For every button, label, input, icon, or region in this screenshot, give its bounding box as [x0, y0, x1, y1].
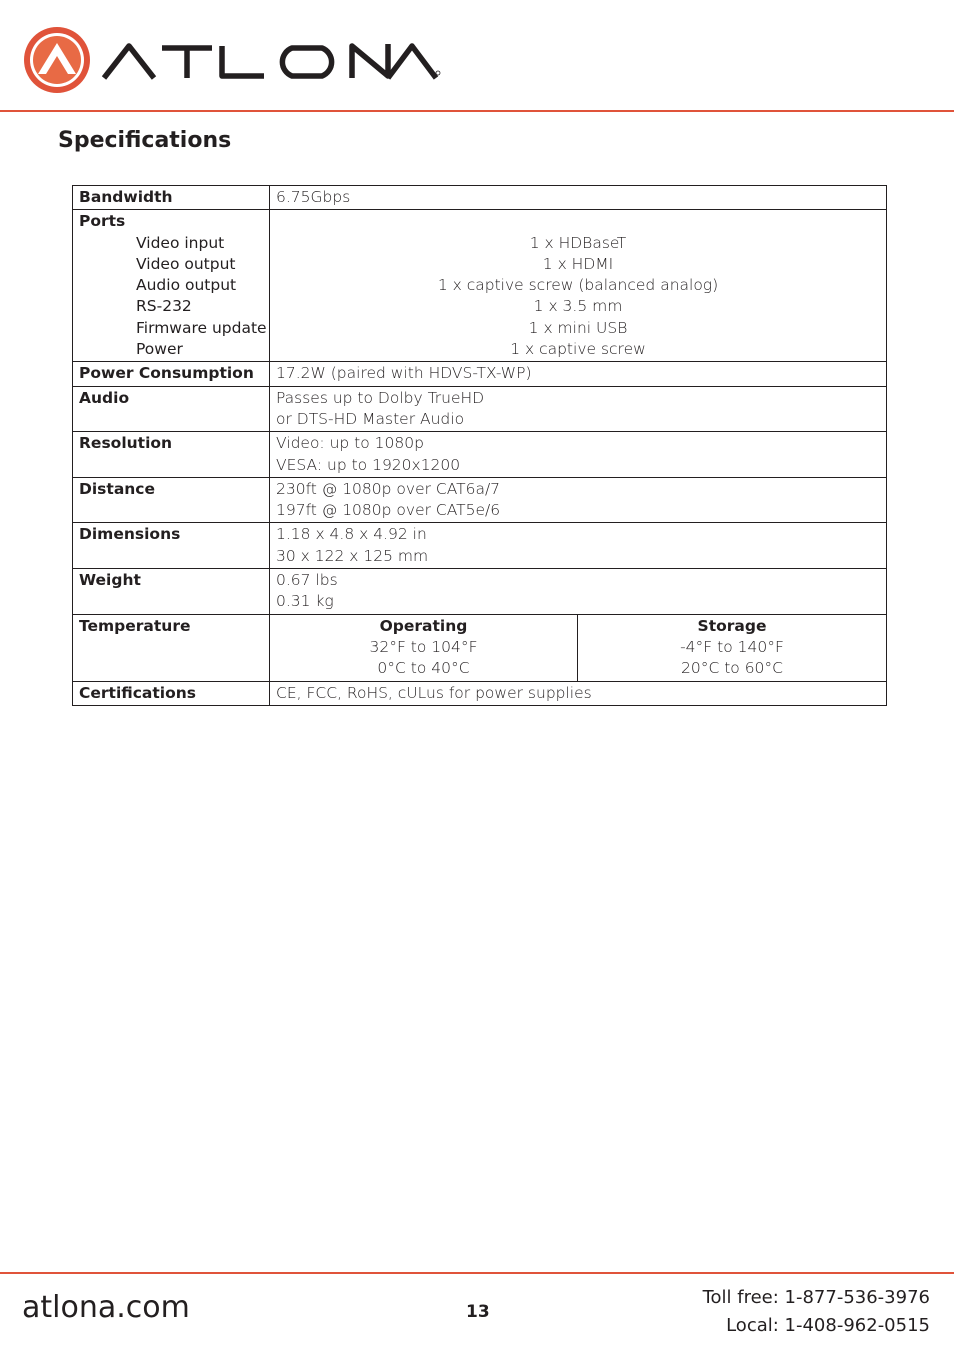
spec-row-temperature	[73, 614, 887, 681]
spec-value-line: 0°C to 40°C	[377, 659, 470, 678]
spec-row-power-consumption	[73, 362, 887, 386]
spec-value-line: 1.18 x 4.8 x 4.92 in	[276, 525, 427, 544]
spec-value-line: 0.67 lbs	[276, 571, 338, 590]
spec-value: 17.2W (paired with HDVS-TX-WP)	[270, 362, 887, 386]
atlona-logo	[22, 24, 442, 96]
spec-value-line: Video: up to 1080p	[276, 434, 424, 453]
spec-value-line: 20°C to 60°C	[680, 659, 783, 678]
port-name: Video output	[136, 254, 236, 273]
operating-heading: Operating	[379, 616, 468, 635]
spec-value	[270, 569, 887, 615]
temperature-operating	[270, 614, 578, 681]
port-value: 1 x captive screw (balanced analog)	[437, 276, 719, 295]
spec-row-weight	[73, 569, 887, 615]
footer-site: atlona.com	[22, 1290, 190, 1325]
spec-label: Weight	[73, 569, 270, 615]
spec-label-ports	[73, 210, 270, 362]
spec-value	[270, 432, 887, 478]
spec-label: Ports	[79, 212, 126, 231]
ports-list	[79, 233, 267, 361]
spec-row-certifications	[73, 681, 887, 705]
spec-value: CE, FCC, RoHS, cULus for power supplies	[270, 681, 887, 705]
header-rule	[0, 110, 954, 112]
spec-value-line: Passes up to Dolby TrueHD	[276, 388, 485, 407]
spec-value: 6.75Gbps	[270, 186, 887, 210]
spec-value-line: 32°F to 104°F	[369, 637, 478, 656]
port-name: Video input	[136, 233, 225, 252]
spec-value-line: 0.31 kg	[276, 592, 334, 611]
toll-free-number: Toll free: 1-877-536-3976	[702, 1287, 930, 1308]
page-header	[0, 0, 954, 112]
spec-value	[270, 386, 887, 432]
spec-label: Resolution	[73, 432, 270, 478]
spec-value-line: 197ft @ 1080p over CAT5e/6	[276, 501, 501, 520]
spec-value-line: 230ft @ 1080p over CAT6a/7	[276, 479, 501, 498]
spec-label: Bandwidth	[73, 186, 270, 210]
spec-value	[270, 477, 887, 523]
spec-label: Certifications	[73, 681, 270, 705]
footer-contact	[703, 1284, 930, 1340]
page-number: 13	[466, 1302, 490, 1322]
spec-label: Distance	[73, 477, 270, 523]
port-value: 1 x 3.5 mm	[533, 297, 623, 316]
port-name: Power	[136, 340, 183, 359]
spec-label: Power Consumption	[73, 362, 270, 386]
port-value: 1 x captive screw	[510, 340, 646, 359]
port-name: Audio output	[136, 276, 237, 295]
port-value: 1 x HDMI	[542, 254, 614, 273]
port-name: Firmware update	[136, 318, 267, 337]
spec-row-bandwidth	[73, 186, 887, 210]
ports-values	[270, 210, 887, 362]
footer-rule	[0, 1272, 954, 1274]
spec-label: Temperature	[73, 614, 270, 681]
spec-row-resolution	[73, 432, 887, 478]
temperature-storage	[578, 614, 887, 681]
page-title: Specifications	[58, 128, 232, 153]
port-name: RS-232	[136, 297, 192, 316]
spec-label: Audio	[73, 386, 270, 432]
spec-row-distance	[73, 477, 887, 523]
spec-value	[270, 523, 887, 569]
storage-heading: Storage	[697, 616, 767, 635]
local-number: Local: 1-408-962-0515	[726, 1315, 930, 1336]
spec-row-audio	[73, 386, 887, 432]
spec-value-line: or DTS-HD Master Audio	[276, 409, 465, 428]
spec-value-line: VESA: up to 1920x1200	[276, 455, 461, 474]
spec-row-dimensions	[73, 523, 887, 569]
spec-label: Dimensions	[73, 523, 270, 569]
spec-value-line: -4°F to 140°F	[680, 637, 784, 656]
port-value: 1 x HDBaseT	[529, 233, 627, 252]
spec-value-line: 30 x 122 x 125 mm	[276, 546, 429, 565]
specifications-table	[72, 185, 887, 706]
port-value: 1 x mini USB	[528, 318, 628, 337]
spec-row-ports	[73, 210, 887, 362]
